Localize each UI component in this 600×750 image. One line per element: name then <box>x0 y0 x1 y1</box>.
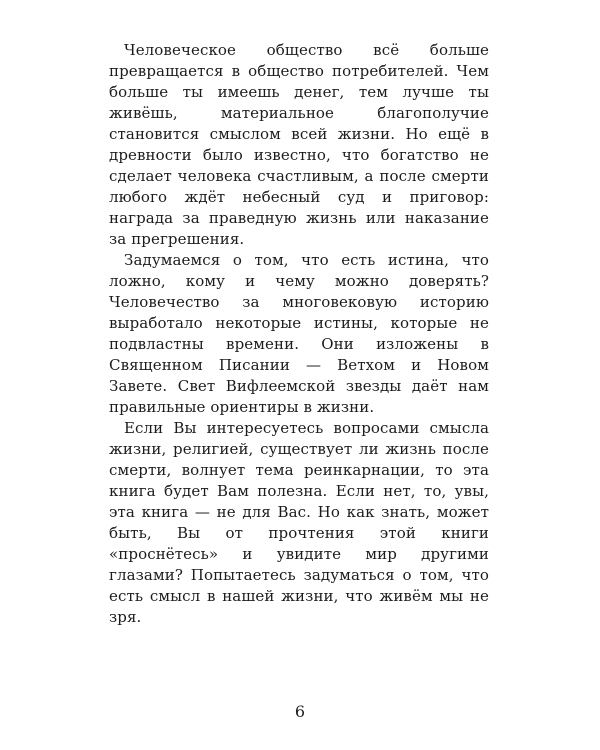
page-body <box>109 40 489 628</box>
page-number: 6 <box>294 702 306 721</box>
paragraph-3: Если Вы интересуетесь вопросами смысла жизни, религией, существует ли жизнь после смерти, волнует тема реинкарнации, то эта книга будет Вам полезна. Если нет, то, увы, эта книга — не для Вас. Но как знать, может быть, Вы от прочтения этой книги «проснётесь» и увидите мир другими глазами? Попытаетесь задуматься о том, что есть смысл в нашей жизни, что живём мы не зря. <box>109 419 489 626</box>
paragraph-1: Человеческое общество всё больше превращается в общество потребителей. Чем больше ты имеешь денег, тем лучше ты живёшь, материальное благополучие становится смыслом всей жизни. Но ещё в древности было известно, что богатство не сделает человека счастливым, а после смерти любого ждёт небесный суд и приговор: награда за праведную жизнь или наказание за прегрешения. <box>109 41 489 248</box>
paragraph-2: Задумаемся о том, что есть истина, что ложно, кому и чему можно доверять? Человечество за многовековую историю выработало некоторые истины, которые не подвластны времени. Они изложены в Священном Писании — Ветхом и Новом Завете. Свет Вифлеемской звезды даёт нам правильные ориентиры в жизни. <box>109 251 489 416</box>
